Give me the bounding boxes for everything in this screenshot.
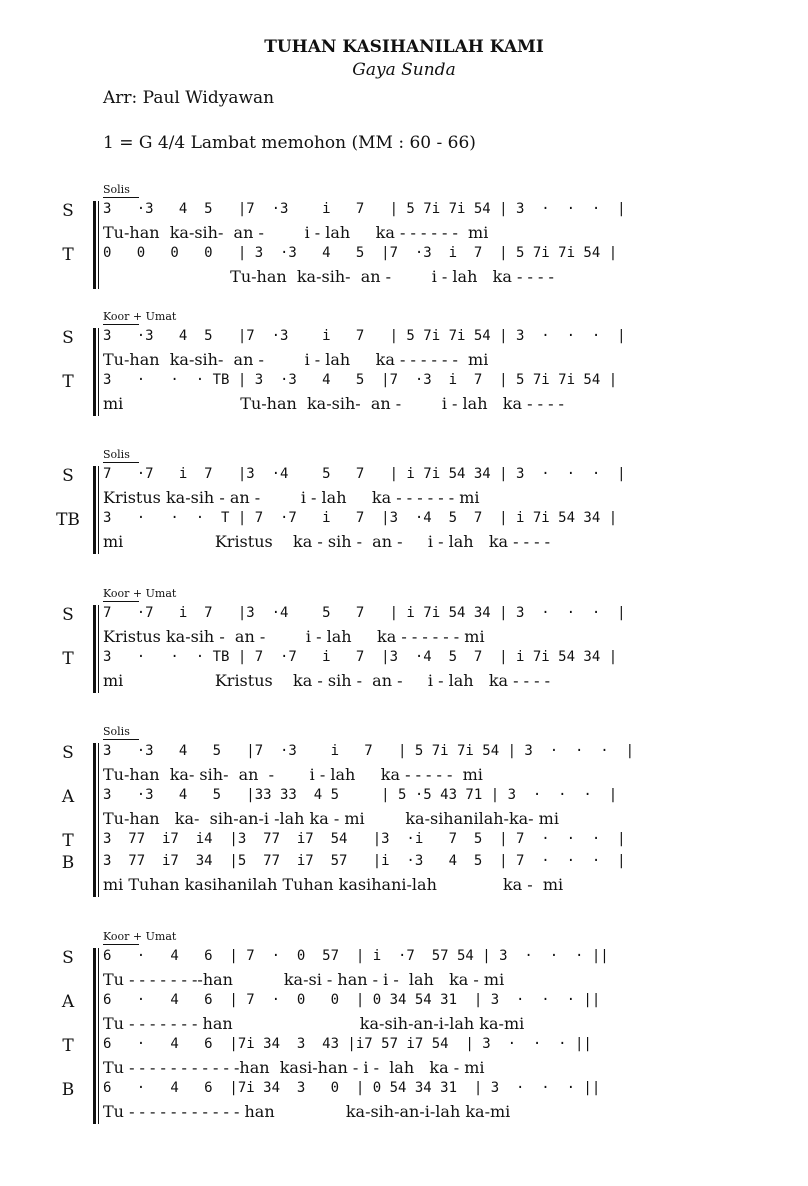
notation-row bbox=[0, 1080, 808, 1100]
note-line: 0 0 0 0 | 3 ·3 4 5 |7 ·3 i 7 | 5 7i 7i 54 | bbox=[103, 245, 618, 261]
voice-label: S bbox=[62, 328, 74, 348]
lyric-text: mi Tu-han ka-sih- an - i - lah ka - - - - bbox=[103, 394, 564, 413]
voice-label: S bbox=[62, 201, 74, 221]
notation-row bbox=[0, 510, 808, 530]
lyric-line bbox=[0, 875, 808, 895]
system-bracket-thin bbox=[98, 328, 99, 416]
system-bracket-thin bbox=[98, 201, 99, 289]
lyric-line bbox=[0, 532, 808, 552]
notation-row bbox=[0, 328, 808, 348]
notation-row bbox=[0, 853, 808, 873]
lyric-line bbox=[0, 488, 808, 508]
lyric-text: Tu-han ka- sih-an-i -lah ka - mi ka-sihanilah-ka- mi bbox=[103, 809, 559, 828]
lyric-line bbox=[0, 267, 808, 287]
voice-label: A bbox=[61, 787, 75, 807]
voice-label: T bbox=[62, 372, 74, 392]
notation-row bbox=[0, 948, 808, 968]
lyric-text: Tu-han ka-sih- an - i - lah ka - - - - - - mi bbox=[103, 350, 489, 369]
voice-label: T bbox=[62, 831, 74, 851]
lyric-text: Tu - - - - - - --han ka-si - han - i - lah ka - mi bbox=[103, 970, 505, 989]
notation-row bbox=[0, 1036, 808, 1056]
lyric-text: mi Kristus ka - sih - an - i - lah ka - - - - bbox=[103, 671, 551, 690]
system-bracket-thin bbox=[98, 466, 99, 554]
note-line: 3 ·3 4 5 |7 ·3 i 7 | 5 7i 7i 54 | 3 · · · | bbox=[103, 743, 635, 759]
voice-label: S bbox=[62, 605, 74, 625]
system-bracket bbox=[93, 605, 96, 693]
lyric-line bbox=[0, 394, 808, 414]
lyric-text: Tu - - - - - - - - - - - han ka-sih-an-i-lah ka-mi bbox=[103, 1102, 511, 1121]
system-bracket-thin bbox=[98, 605, 99, 693]
notation-row bbox=[0, 245, 808, 265]
note-line: 3 77 i7 i4 |3 77 i7 54 |3 ·i 7 5 | 7 · · · | bbox=[103, 831, 626, 847]
note-line: 3 · · · TB | 3 ·3 4 5 |7 ·3 i 7 | 5 7i 7i 54 | bbox=[103, 372, 618, 388]
label-underline bbox=[103, 739, 139, 740]
voice-label: T bbox=[62, 245, 74, 265]
voice-label: B bbox=[61, 853, 75, 873]
lyric-text: Tu - - - - - - - - - - -han kasi-han - i - lah ka - mi bbox=[103, 1058, 485, 1077]
system-bracket-thin bbox=[98, 743, 99, 897]
note-line: 7 ·7 i 7 |3 ·4 5 7 | i 7i 54 34 | 3 · · · | bbox=[103, 605, 626, 621]
page-title: TUHAN KASIHANILAH KAMI bbox=[264, 37, 544, 57]
section-label: Koor + Umat bbox=[103, 587, 177, 600]
lyric-line bbox=[0, 1014, 808, 1034]
voice-label: S bbox=[62, 743, 74, 763]
voice-label: S bbox=[62, 466, 74, 486]
lyric-line bbox=[0, 223, 808, 243]
system-bracket bbox=[93, 466, 96, 554]
system-bracket bbox=[93, 201, 96, 289]
lyric-line bbox=[0, 627, 808, 647]
note-line: 3 · · · T | 7 ·7 i 7 |3 ·4 5 7 | i 7i 54 34 | bbox=[103, 510, 618, 526]
notation-row bbox=[0, 992, 808, 1012]
section-label: Solis bbox=[103, 183, 130, 196]
lyric-line bbox=[0, 765, 808, 785]
note-line: 3 ·3 4 5 |7 ·3 i 7 | 5 7i 7i 54 | 3 · · · | bbox=[103, 328, 626, 344]
voice-label: S bbox=[62, 948, 74, 968]
lyric-line bbox=[0, 809, 808, 829]
notation-row bbox=[0, 372, 808, 392]
notation-row bbox=[0, 466, 808, 486]
lyric-text: Kristus ka-sih - an - i - lah ka - - - - - - mi bbox=[103, 627, 485, 646]
system-bracket bbox=[93, 328, 96, 416]
tempo-key: 1 = G 4/4 Lambat memohon (MM : 60 - 66) bbox=[103, 133, 476, 153]
notation-row bbox=[0, 605, 808, 625]
lyric-text: mi Tuhan kasihanilah Tuhan kasihani-lah ka - mi bbox=[103, 875, 564, 894]
page-subtitle: Gaya Sunda bbox=[352, 60, 456, 80]
section-label: Solis bbox=[103, 448, 130, 461]
lyric-text: mi Kristus ka - sih - an - i - lah ka - - - - bbox=[103, 532, 551, 551]
notation-row bbox=[0, 743, 808, 763]
label-underline bbox=[103, 462, 139, 463]
lyric-text: Tu-han ka-sih- an - i - lah ka - - - - bbox=[103, 267, 554, 286]
section-label: Solis bbox=[103, 725, 130, 738]
label-underline bbox=[103, 601, 139, 602]
system-bracket-thin bbox=[98, 948, 99, 1124]
voice-label: T bbox=[62, 1036, 74, 1056]
voice-label: B bbox=[61, 1080, 75, 1100]
lyric-line bbox=[0, 671, 808, 691]
label-underline bbox=[103, 944, 139, 945]
system-bracket bbox=[93, 948, 96, 1124]
voice-label: T bbox=[62, 649, 74, 669]
note-line: 3 77 i7 34 |5 77 i7 57 |i ·3 4 5 | 7 · · · | bbox=[103, 853, 626, 869]
lyric-text: Tu-han ka-sih- an - i - lah ka - - - - - - mi bbox=[103, 223, 489, 242]
note-line: 3 ·3 4 5 |7 ·3 i 7 | 5 7i 7i 54 | 3 · · · | bbox=[103, 201, 626, 217]
lyric-line bbox=[0, 970, 808, 990]
note-line: 6 · 4 6 |7i 34 3 43 |i7 57 i7 54 | 3 · · · || bbox=[103, 1036, 592, 1052]
section-label: Koor + Umat bbox=[103, 310, 177, 323]
voice-label: TB bbox=[56, 510, 80, 530]
voice-label: A bbox=[61, 992, 75, 1012]
label-underline bbox=[103, 324, 139, 325]
lyric-text: Tu-han ka- sih- an - i - lah ka - - - - - mi bbox=[103, 765, 483, 784]
notation-row bbox=[0, 201, 808, 221]
notation-row bbox=[0, 831, 808, 851]
label-underline bbox=[103, 197, 139, 198]
notation-row bbox=[0, 649, 808, 669]
arranger: Arr: Paul Widyawan bbox=[103, 88, 275, 108]
note-line: 3 ·3 4 5 |33 33 4 5 | 5 ·5 43 71 | 3 · · · | bbox=[103, 787, 618, 803]
lyric-line bbox=[0, 1058, 808, 1078]
notation-row bbox=[0, 787, 808, 807]
lyric-text: Kristus ka-sih - an - i - lah ka - - - - - - mi bbox=[103, 488, 480, 507]
system-bracket bbox=[93, 743, 96, 897]
section-label: Koor + Umat bbox=[103, 930, 177, 943]
note-line: 6 · 4 6 | 7 · 0 57 | i ·7 57 54 | 3 · · · || bbox=[103, 948, 609, 964]
lyric-text: Tu - - - - - - - han ka-sih-an-i-lah ka-mi bbox=[103, 1014, 525, 1033]
lyric-line bbox=[0, 1102, 808, 1122]
note-line: 7 ·7 i 7 |3 ·4 5 7 | i 7i 54 34 | 3 · · · | bbox=[103, 466, 626, 482]
note-line: 6 · 4 6 | 7 · 0 0 | 0 34 54 31 | 3 · · · || bbox=[103, 992, 601, 1008]
lyric-line bbox=[0, 350, 808, 370]
note-line: 3 · · · TB | 7 ·7 i 7 |3 ·4 5 7 | i 7i 54 34 | bbox=[103, 649, 618, 665]
note-line: 6 · 4 6 |7i 34 3 0 | 0 54 34 31 | 3 · · · || bbox=[103, 1080, 601, 1096]
